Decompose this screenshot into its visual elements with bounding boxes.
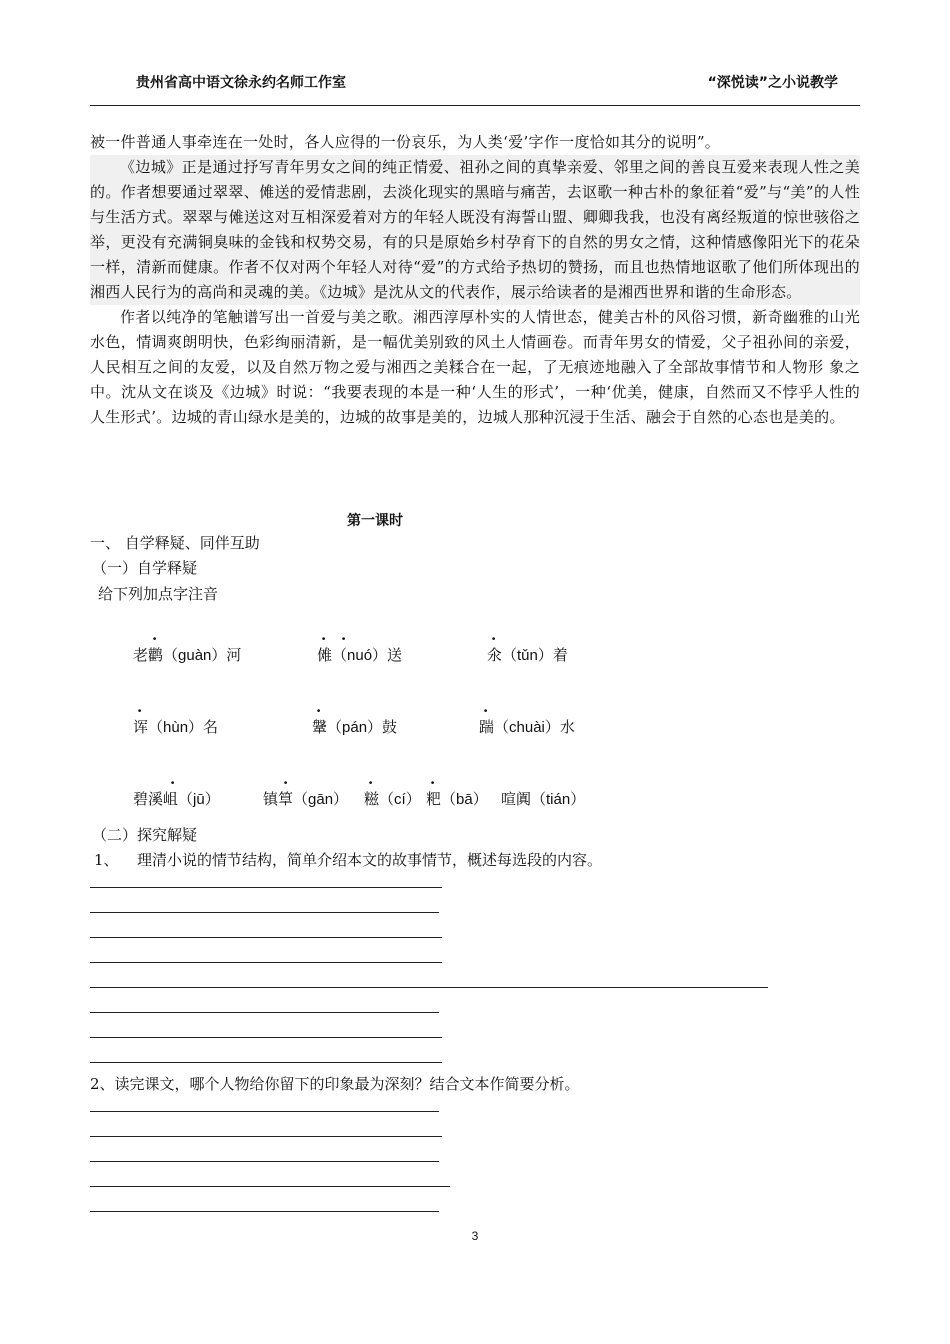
answer-line[interactable] [90, 887, 442, 888]
emphasis-dot: . [430, 770, 436, 788]
pinyin-item: 踹（chuài）水 [479, 718, 575, 736]
answer-line[interactable] [90, 1037, 442, 1038]
pinyin-item: 粑（bā） [426, 790, 488, 808]
question-2-text: 2、读完课文，哪个人物给你留下的印象最为深刻？结合文本作简要分析。 [90, 1075, 580, 1093]
answer-line[interactable] [90, 1136, 442, 1137]
pinyin-item: 镇筸（gān） [263, 790, 349, 808]
emphasis-dot: . [341, 626, 347, 644]
answer-line[interactable] [90, 1211, 439, 1212]
pinyin-item: 傩（nuó）送 [317, 646, 403, 664]
emphasis-dot: . [321, 626, 327, 644]
emphasis-dot: . [316, 698, 322, 716]
question-1-number: 1、 [94, 851, 119, 869]
pinyin-item: 碧溪岨（jū） [133, 790, 220, 808]
paragraph-1: 被一件普通人事牵连在一处时，各人应得的一份哀乐，为人类‘爱’字作一度恰如其分的说明”。 [90, 133, 721, 151]
lesson-title: 第一课时 [347, 513, 403, 529]
paragraph-2: 《边城》正是通过抒写青年男女之间的纯正情爱、祖孙之间的真挚亲爱、邻里之间的善良互爱来表现人性之美的。作者想要通过翠翠、傩送的爱情悲剧，去淡化现实的黑暗与痛苦，去讴歌一种古朴的象征着“爱”与“美”的人性与生活方式。翠翠与傩送这对互相深爱着对方的年轻人既没有海誓山盟、卿卿我我，也没有离经叛道的惊世骇俗之举，更没有充满铜臭味的金钱和权势交易，有的只是原始乡村孕育下的自然的男女之情，这种情感像阳光下的花朵一样，清新而健康。作者不仅对两个年轻人对待“爱”的方式给予热切的赞扬，而且也热情地讴歌了他们所体现出的湘西人民行为的高尚和灵魂的美。《边城》是沈从文的代表作，展示给读者的是湘西世界和谐的生命形态。 [90, 155, 860, 305]
emphasis-dot: . [483, 698, 489, 716]
pinyin-item: 老鹳（guàn）河 [133, 646, 242, 664]
emphasis-dot: . [283, 770, 289, 788]
answer-line[interactable] [90, 937, 442, 938]
answer-line[interactable] [90, 1012, 439, 1013]
answer-line[interactable] [90, 1161, 439, 1162]
answer-line[interactable] [90, 1186, 450, 1187]
answer-line[interactable] [90, 1111, 439, 1112]
header-right-title: “深悦读”之小说教学 [707, 75, 838, 91]
answer-line[interactable] [90, 912, 439, 913]
pinyin-item: 氽（tǔn）着 [487, 646, 568, 664]
answer-line[interactable] [90, 1062, 442, 1063]
subsection-2-heading: （二）探究解疑 [92, 826, 198, 844]
subsection-1-heading: （一）自学释疑 [92, 559, 198, 577]
answer-line[interactable] [90, 962, 442, 963]
instruction-text: 给下列加点字注音 [98, 585, 219, 603]
paragraph-3: 作者以纯净的笔触谱写出一首爱与美之歌。湘西淳厚朴实的人情世态，健美古朴的风俗习惯，新奇幽雅的山光水色，情调爽朗明快，色彩绚丽清新，是一幅优美别致的风土人情画卷。而青年男女的情爱，父子祖孙间的亲爱，人民相互之间的友爱，以及自然万物之爱与湘西之美糅合在一起，了无痕迹地融入了全部故事情节和人物形 象之中。沈从文在谈及《边城》时说：“我要表现的本是一种‘人生的形式’，一种‘优美，健康，自然而又不悖乎人性的人生形式’。边城的青山绿水是美的，边城的故事是美的，边城人那种沉浸于生活、融会于自然的心态也是美的。 [90, 308, 860, 426]
question-1-text: 理清小说的情节结构，简单介绍本文的故事情节，概述每选段的内容。 [137, 851, 603, 869]
pinyin-item: 糍（cí） [364, 790, 421, 808]
pinyin-item: 诨（hùn）名 [133, 718, 219, 736]
emphasis-dot: . [170, 770, 176, 788]
page-number: 3 [471, 1229, 479, 1243]
body-text [90, 130, 860, 430]
pinyin-item: 鞶（pán）鼓 [312, 718, 398, 736]
header-left-title: 贵州省高中语文徐永约名师工作室 [136, 75, 346, 91]
pinyin-item: 喧阗（tián） [501, 790, 586, 808]
emphasis-dot: . [137, 698, 143, 716]
emphasis-dot: . [152, 626, 158, 644]
header-rule [90, 105, 860, 106]
answer-line[interactable] [90, 987, 768, 988]
emphasis-dot: . [491, 626, 497, 644]
emphasis-dot: . [368, 770, 374, 788]
section-1-heading: 一、 自学释疑、同伴互助 [90, 534, 260, 552]
